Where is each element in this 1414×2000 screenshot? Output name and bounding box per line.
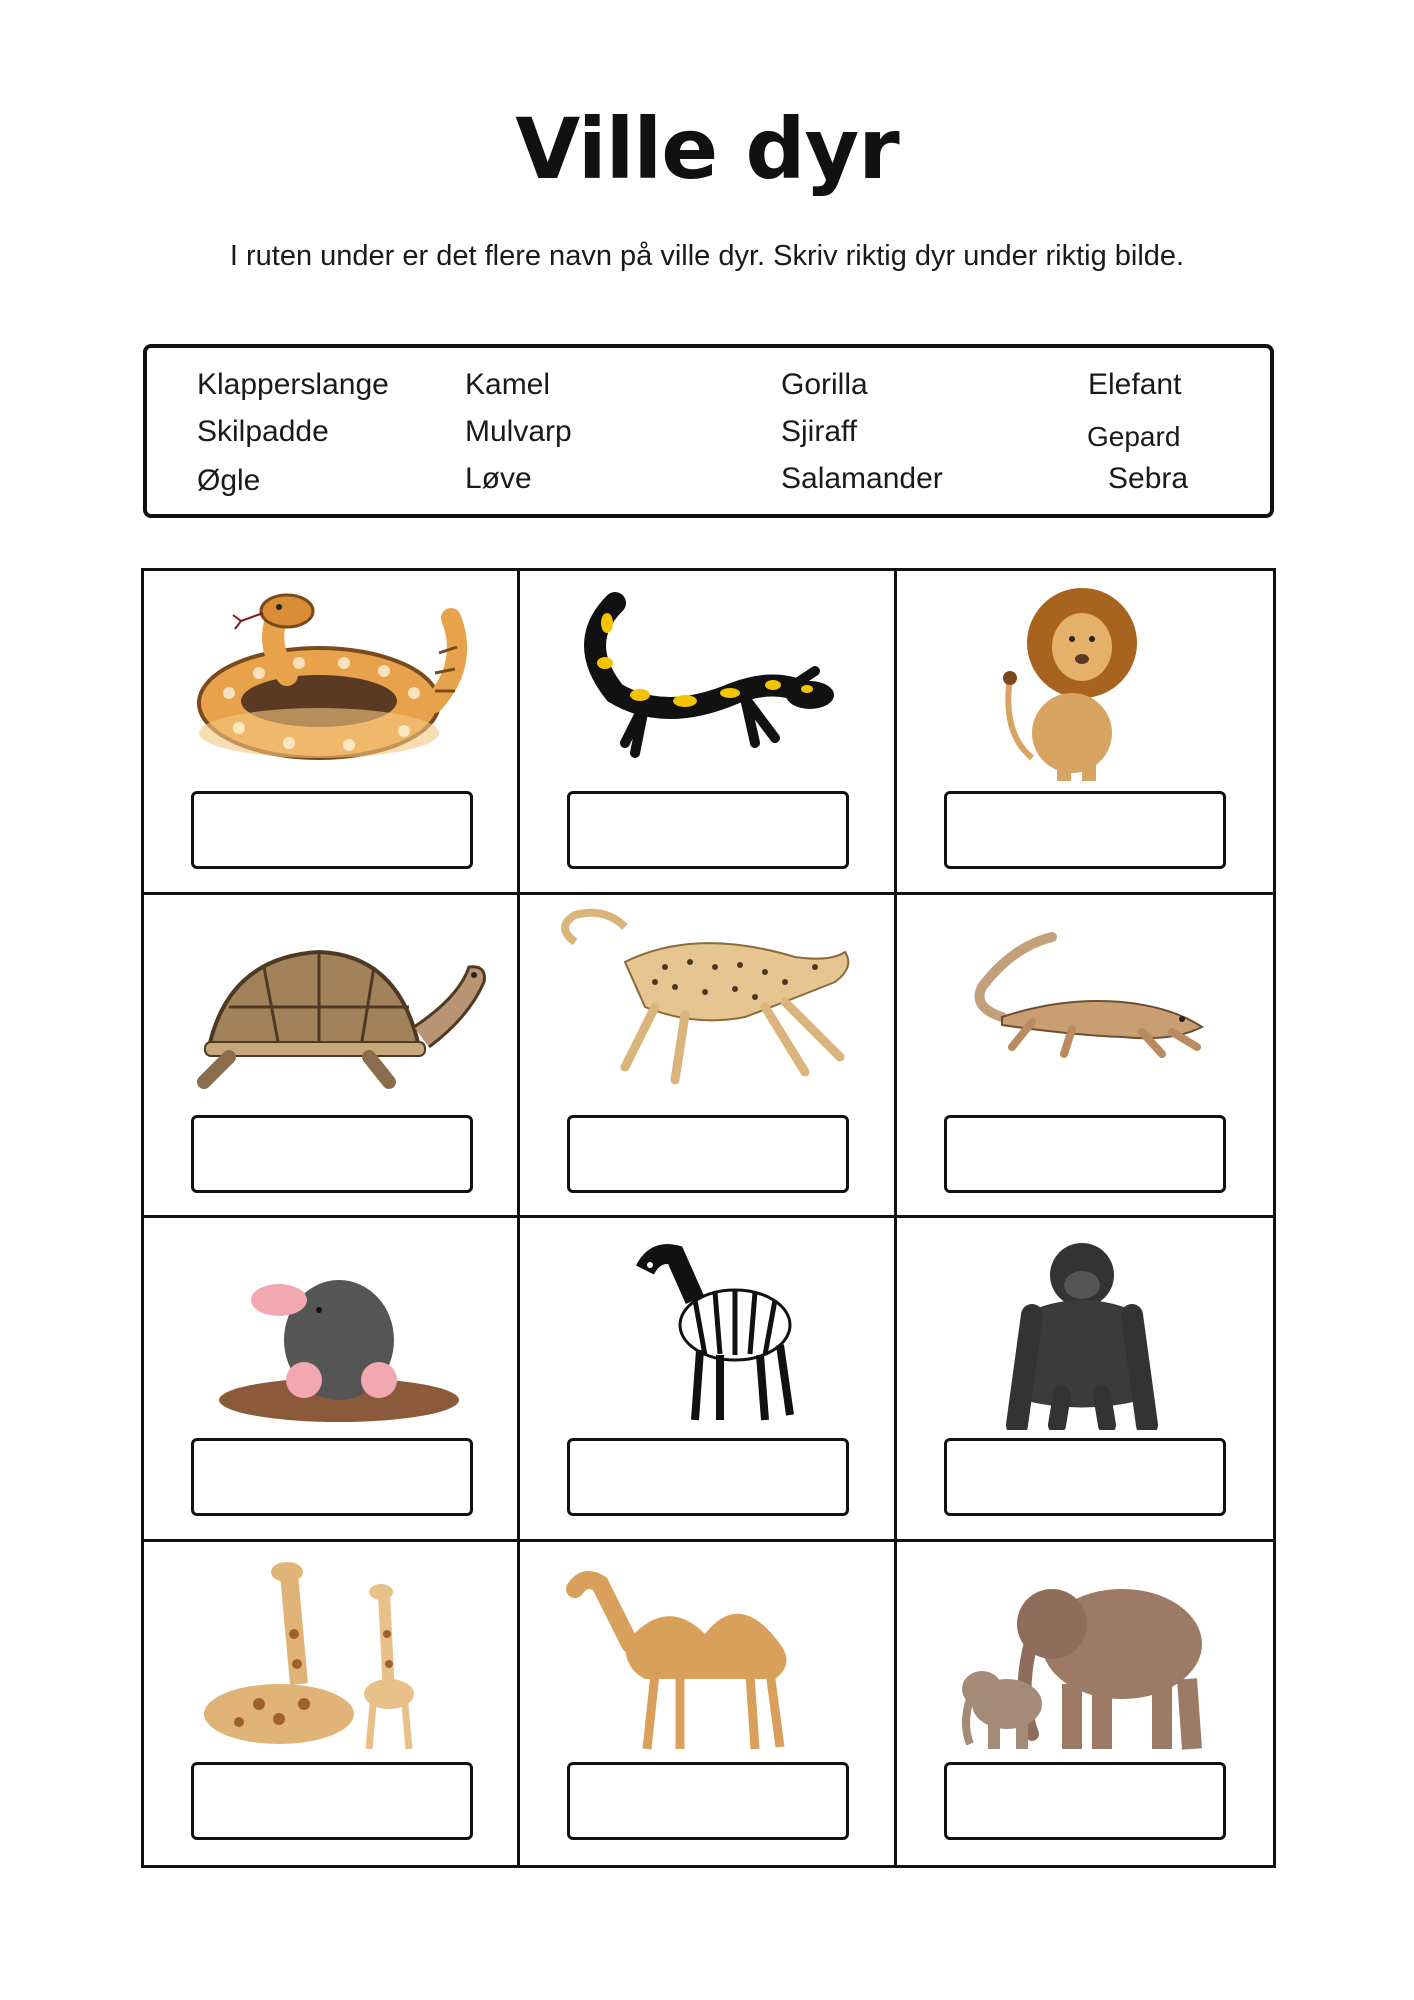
word-bank-item: Sebra bbox=[1108, 462, 1189, 495]
animal-cell bbox=[520, 895, 896, 1219]
word-bank-item: Løve bbox=[465, 462, 532, 495]
answer-box[interactable] bbox=[191, 1115, 473, 1193]
mole-image bbox=[169, 1230, 489, 1430]
word-bank-item: Klapperslange bbox=[197, 368, 389, 401]
word-bank-item: Kamel bbox=[465, 368, 551, 401]
answer-box[interactable] bbox=[944, 1762, 1226, 1840]
answer-box[interactable] bbox=[944, 1438, 1226, 1516]
answer-box[interactable] bbox=[191, 1762, 473, 1840]
lizard-image bbox=[922, 907, 1242, 1107]
animal-cell bbox=[897, 1542, 1273, 1866]
gorilla-image bbox=[922, 1230, 1242, 1430]
elephant-image bbox=[922, 1554, 1242, 1754]
word-bank-item: Skilpadde bbox=[197, 415, 329, 448]
giraffe-image bbox=[169, 1554, 489, 1754]
animal-cell bbox=[144, 571, 520, 895]
animal-cell bbox=[520, 571, 896, 895]
animal-cell bbox=[520, 1542, 896, 1866]
page-title: Ville dyr bbox=[515, 100, 899, 198]
animal-cell bbox=[897, 571, 1273, 895]
word-bank bbox=[143, 344, 1274, 518]
answer-box[interactable] bbox=[567, 791, 849, 869]
camel-image bbox=[545, 1554, 865, 1754]
word-bank-item: Sjiraff bbox=[781, 415, 858, 448]
lion-image bbox=[922, 583, 1242, 783]
salamander-image bbox=[545, 583, 865, 783]
answer-box[interactable] bbox=[567, 1115, 849, 1193]
answer-box[interactable] bbox=[944, 791, 1226, 869]
instruction-text: I ruten under er det flere navn på ville dyr. Skriv riktig dyr under riktig bilde. bbox=[229, 240, 1185, 272]
animal-cell bbox=[520, 1218, 896, 1542]
animal-cell bbox=[144, 1542, 520, 1866]
word-bank-item: Mulvarp bbox=[465, 415, 572, 448]
cheetah-image bbox=[545, 907, 865, 1107]
turtle-image bbox=[169, 907, 489, 1107]
rattlesnake-image bbox=[169, 583, 489, 783]
word-bank-item: Elefant bbox=[1088, 368, 1182, 401]
answer-box[interactable] bbox=[191, 791, 473, 869]
answer-box[interactable] bbox=[567, 1438, 849, 1516]
answer-box[interactable] bbox=[191, 1438, 473, 1516]
animal-cell bbox=[897, 1218, 1273, 1542]
answer-box[interactable] bbox=[567, 1762, 849, 1840]
answer-box[interactable] bbox=[944, 1115, 1226, 1193]
animal-cell bbox=[897, 895, 1273, 1219]
animal-cell bbox=[144, 1218, 520, 1542]
animal-grid bbox=[141, 568, 1276, 1868]
animal-cell bbox=[144, 895, 520, 1219]
word-bank-item: Gepard bbox=[1087, 421, 1181, 452]
word-bank-item: Salamander bbox=[781, 462, 943, 495]
word-bank-item: Gorilla bbox=[781, 368, 868, 401]
zebra-image bbox=[545, 1230, 865, 1430]
word-bank-item: Øgle bbox=[197, 464, 261, 497]
